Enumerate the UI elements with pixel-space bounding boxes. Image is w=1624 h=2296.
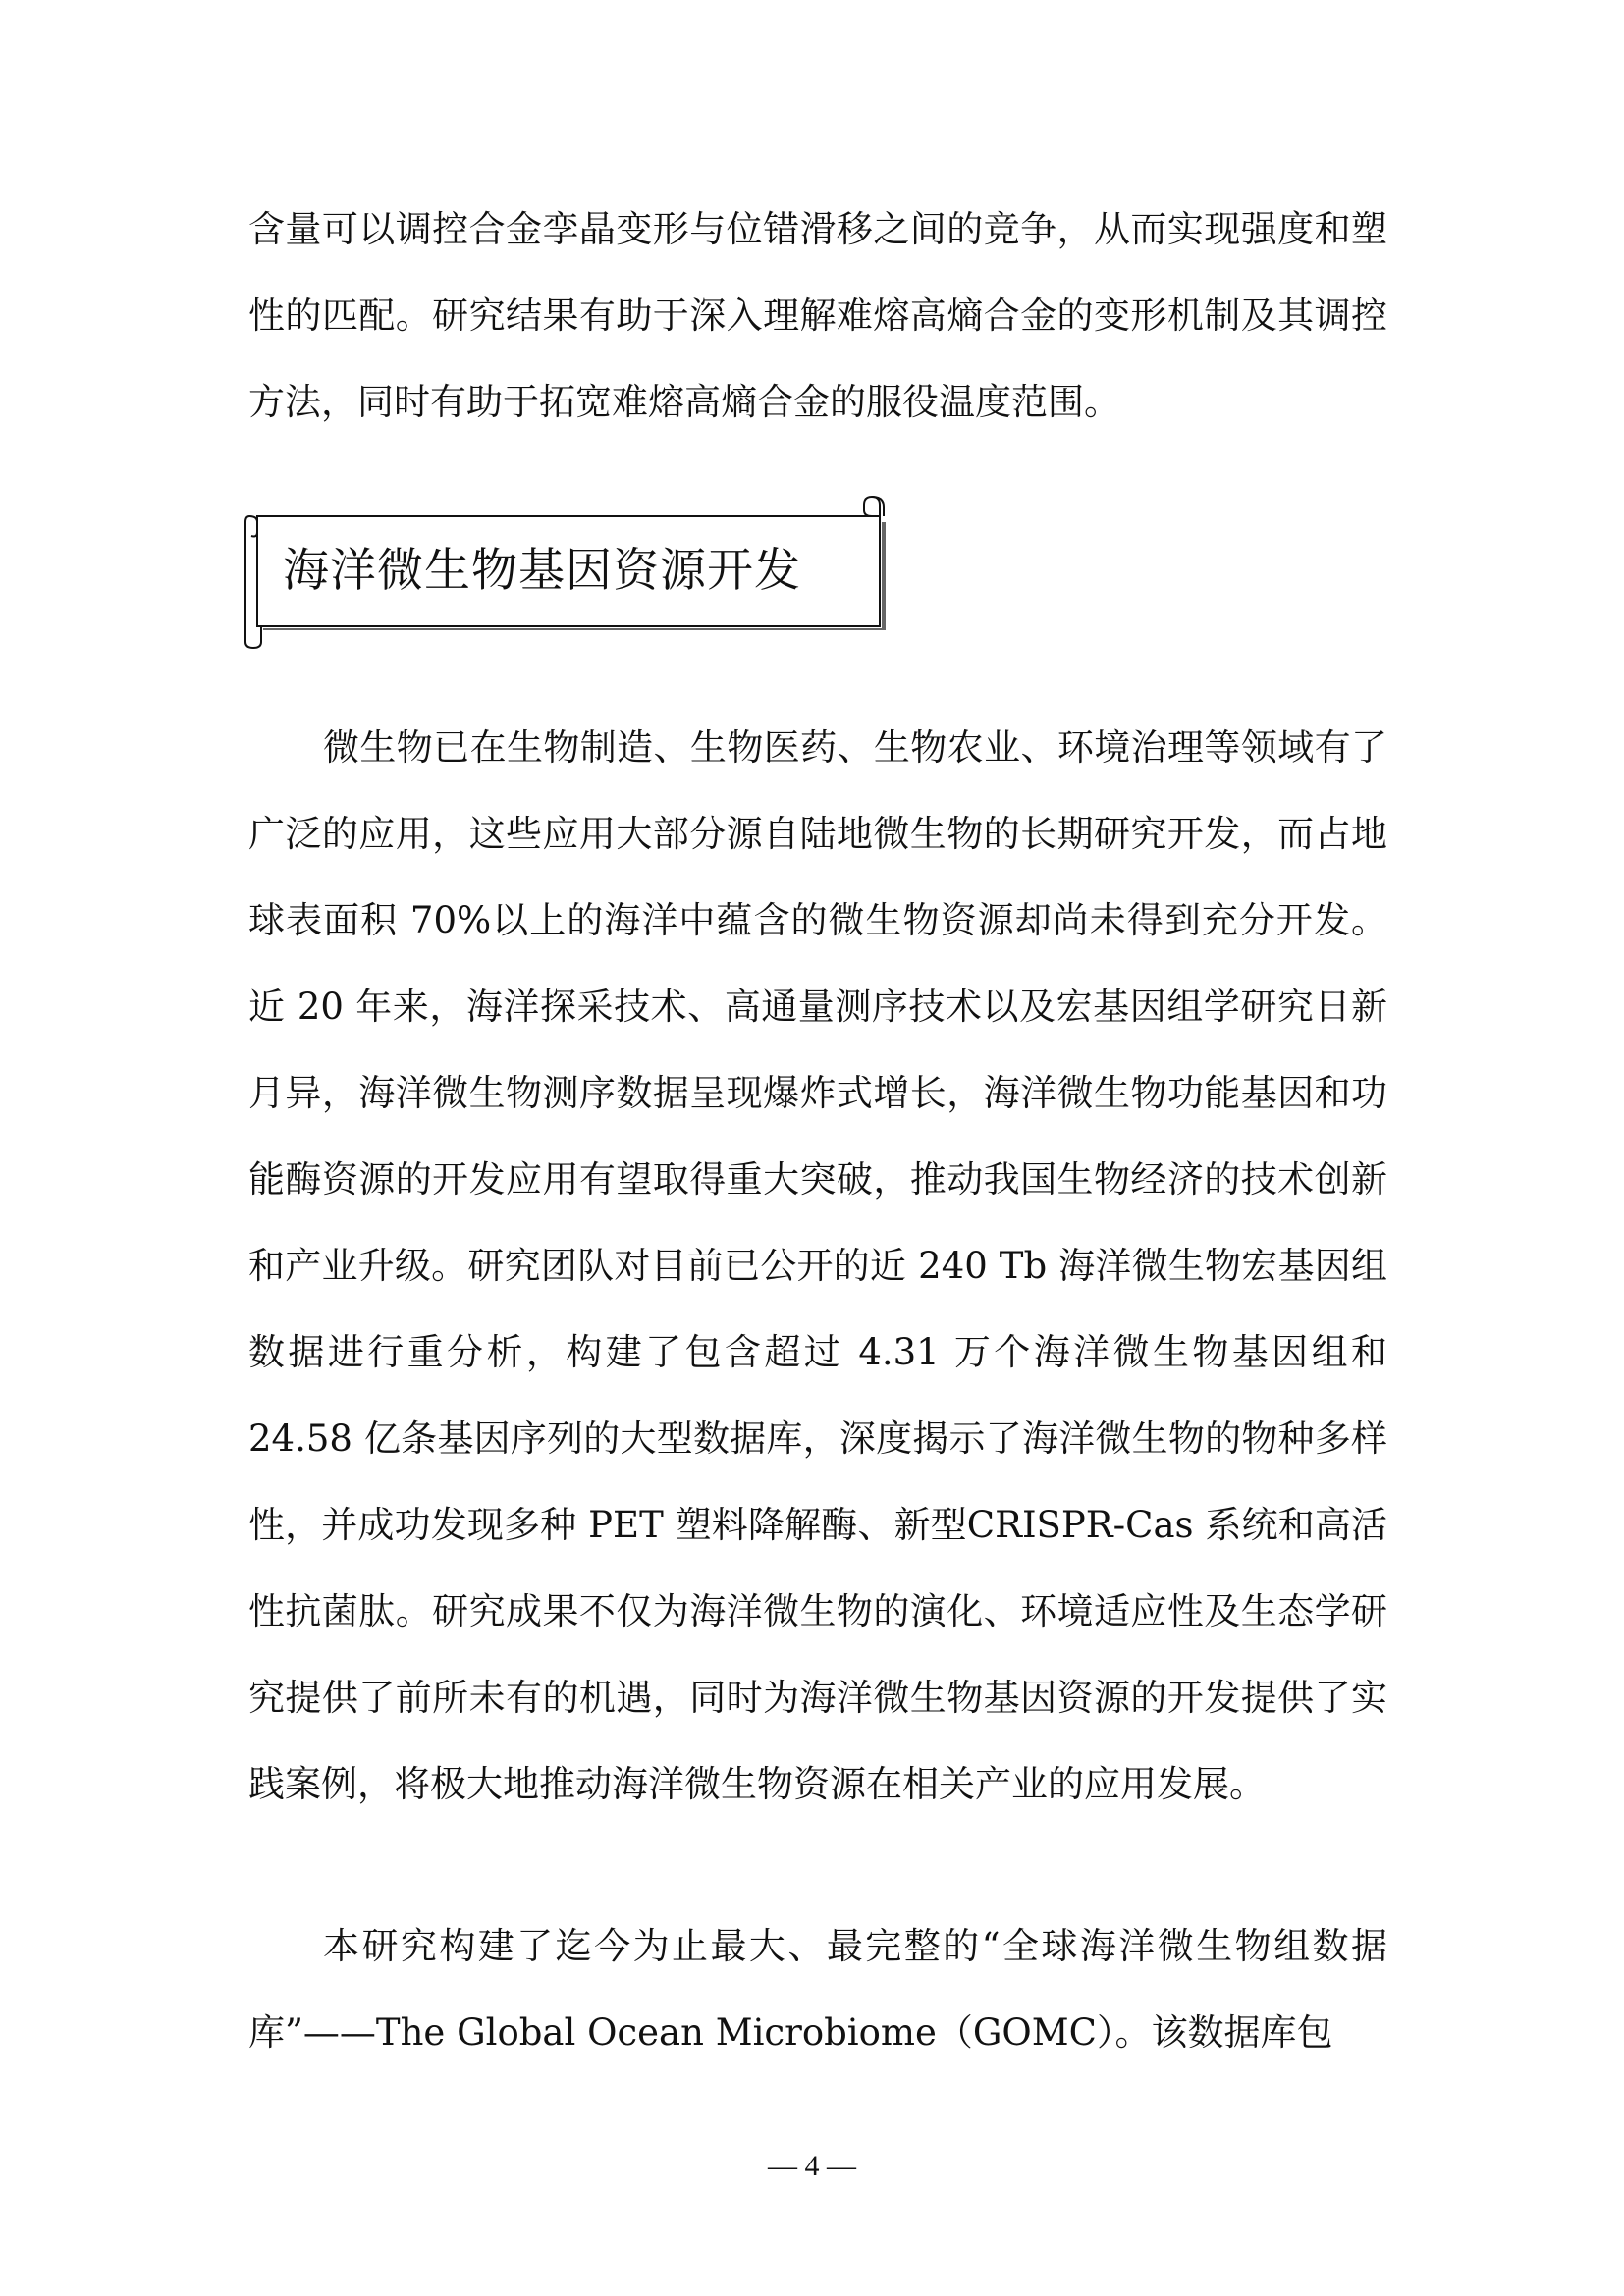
page-number: — 4 — [768, 2150, 856, 2182]
body-paragraph-1: 微生物已在生物制造、生物医药、生物农业、环境治理等领域有了广泛的应用，这些应用大部分源自陆地微生物的长期研究开发，而占地球表面积 70%以上的海洋中蕴含的微生物资源却尚未得到充分开发。近 20 年来，海洋探采技术、高通量测序技术以及宏基因组学研究日新月异，海洋微生物测序数据呈现爆炸式增长，海洋微生物功能基因和功能酶资源的开发应用有望取得重大突破，推动我国生物经济的技术创新和产业升级。研究团队对目前已公开的近 240 Tb 海洋微生物宏基因组数据进行重分析，构建了包含超过 4.31 万个海洋微生物基因组和 24.58 亿条基因序列的大型数据库，深度揭示了海洋微生物的物种多样性，并成功发现多种 PET 塑料降解酶、新型CRISPR-Cas 系统和高活性抗菌肽。研究成果不仅为海洋微生物的演化、环境适应性及生态学研究提供了前所未有的机遇，同时为海洋微生物基因资源的开发提供了实践案例，将极大地推动海洋微生物资源在相关产业的应用发展。 [248, 726, 1387, 1805]
body-paragraph-2: 本研究构建了迄今为止最大、最完整的“全球海洋微生物组数据库”——The Global Ocean Microbiome（GOMC）。该数据库包 [248, 1925, 1387, 2054]
continuation-paragraph: 含量可以调控合金孪晶变形与位错滑移之间的竞争，从而实现强度和塑性的匹配。研究结果有助于深入理解难熔高熵合金的变形机制及其调控方法，同时有助于拓宽难熔高熵合金的服役温度范围。 [248, 208, 1387, 423]
section-title: 海洋微生物基因资源开发 [283, 544, 801, 598]
section-banner [244, 493, 890, 650]
